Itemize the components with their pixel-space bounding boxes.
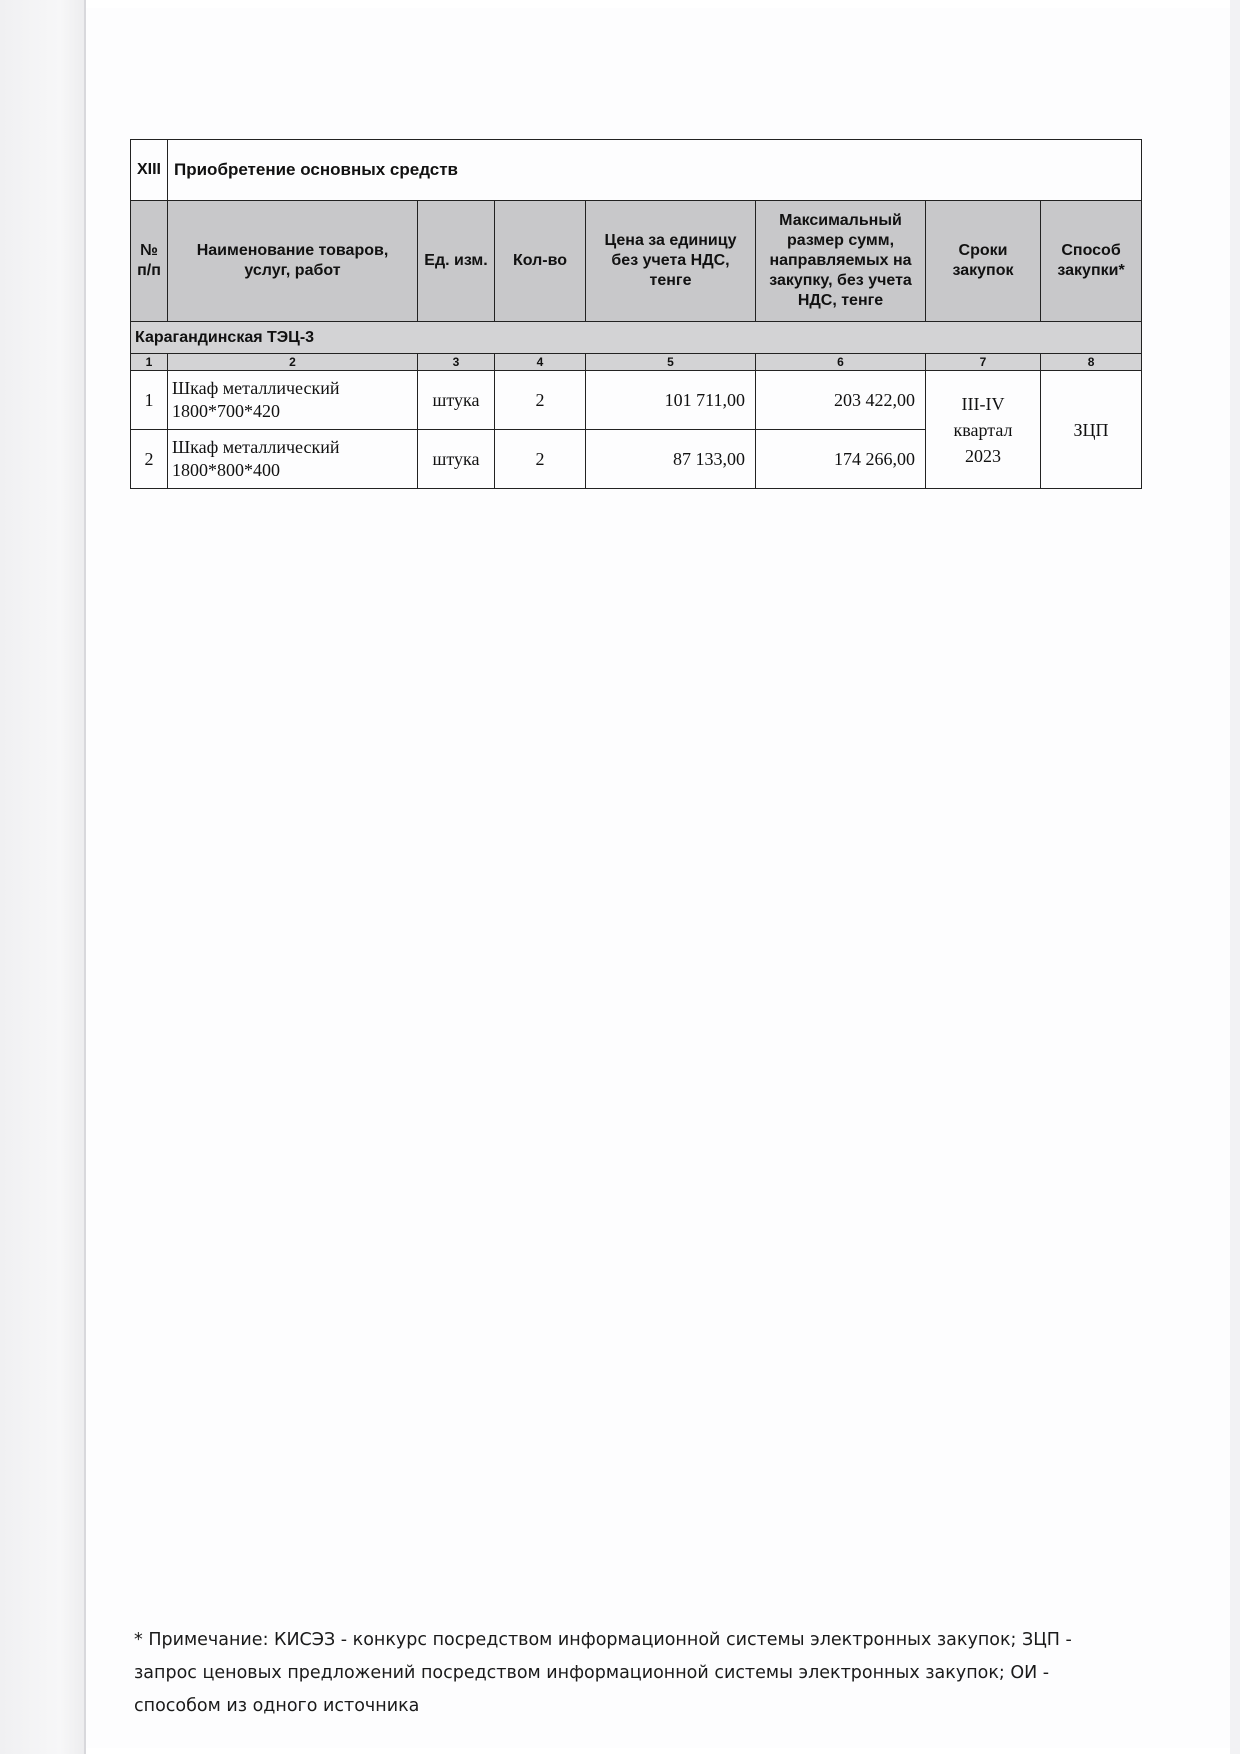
column-header-row — [131, 201, 1142, 322]
period-quarters: III-IV — [961, 393, 1005, 414]
item-unit: штука — [418, 430, 495, 489]
column-index: 6 — [756, 354, 926, 371]
col-header-name: Наименование товаров, услуг, работ — [168, 201, 418, 322]
item-name: Шкаф металлический 1800*800*400 — [168, 430, 418, 489]
col-header-qty: Кол-во — [495, 201, 586, 322]
column-index: 8 — [1041, 354, 1142, 371]
row-number: 1 — [131, 371, 168, 430]
item-total: 203 422,00 — [756, 371, 926, 430]
col-header-unit: Ед. изм. — [418, 201, 495, 322]
item-unit-price: 87 133,00 — [586, 430, 756, 489]
procurement-table — [130, 139, 1142, 489]
column-index: 3 — [418, 354, 495, 371]
col-header-method: Способ закупки* — [1041, 201, 1142, 322]
item-total: 174 266,00 — [756, 430, 926, 489]
col-header-period: Сроки закупок — [926, 201, 1041, 322]
procurement-period — [926, 371, 1041, 489]
period-year: 2023 — [965, 445, 1001, 466]
col-header-total: Максимальный размер сумм, направляемых на закупку, без учета НДС, тенге — [756, 201, 926, 322]
item-name: Шкаф металлический 1800*700*420 — [168, 371, 418, 430]
column-index: 7 — [926, 354, 1041, 371]
column-index: 5 — [586, 354, 756, 371]
scan-page-edge — [0, 0, 86, 1754]
item-quantity: 2 — [495, 430, 586, 489]
item-unit: штука — [418, 371, 495, 430]
col-header-price: Цена за единицу без учета НДС, тенге — [586, 201, 756, 322]
column-index: 2 — [168, 354, 418, 371]
item-quantity: 2 — [495, 371, 586, 430]
item-unit-price: 101 711,00 — [586, 371, 756, 430]
organization-row — [131, 322, 1142, 354]
row-number: 2 — [131, 430, 168, 489]
section-title: Приобретение основных средств — [168, 140, 1142, 201]
section-number: XIII — [131, 140, 168, 201]
footnote: * Примечание: КИСЭЗ - конкурс посредством информационной системы электронных закупок; ЗЦП - запрос ценовых предложений посредством информационной системы электронных закупок; ОИ - способом из одного источника — [134, 1630, 1072, 1716]
column-index: 1 — [131, 354, 168, 371]
procurement-method: ЗЦП — [1041, 371, 1142, 489]
column-index-row — [131, 354, 1142, 371]
scan-right-edge — [1230, 0, 1240, 1754]
column-index: 4 — [495, 354, 586, 371]
organization-name: Карагандинская ТЭЦ-3 — [131, 322, 1142, 354]
table-row — [131, 371, 1142, 430]
col-header-num: № п/п — [131, 201, 168, 322]
section-header-row — [131, 140, 1142, 201]
period-label: квартал — [953, 419, 1013, 440]
